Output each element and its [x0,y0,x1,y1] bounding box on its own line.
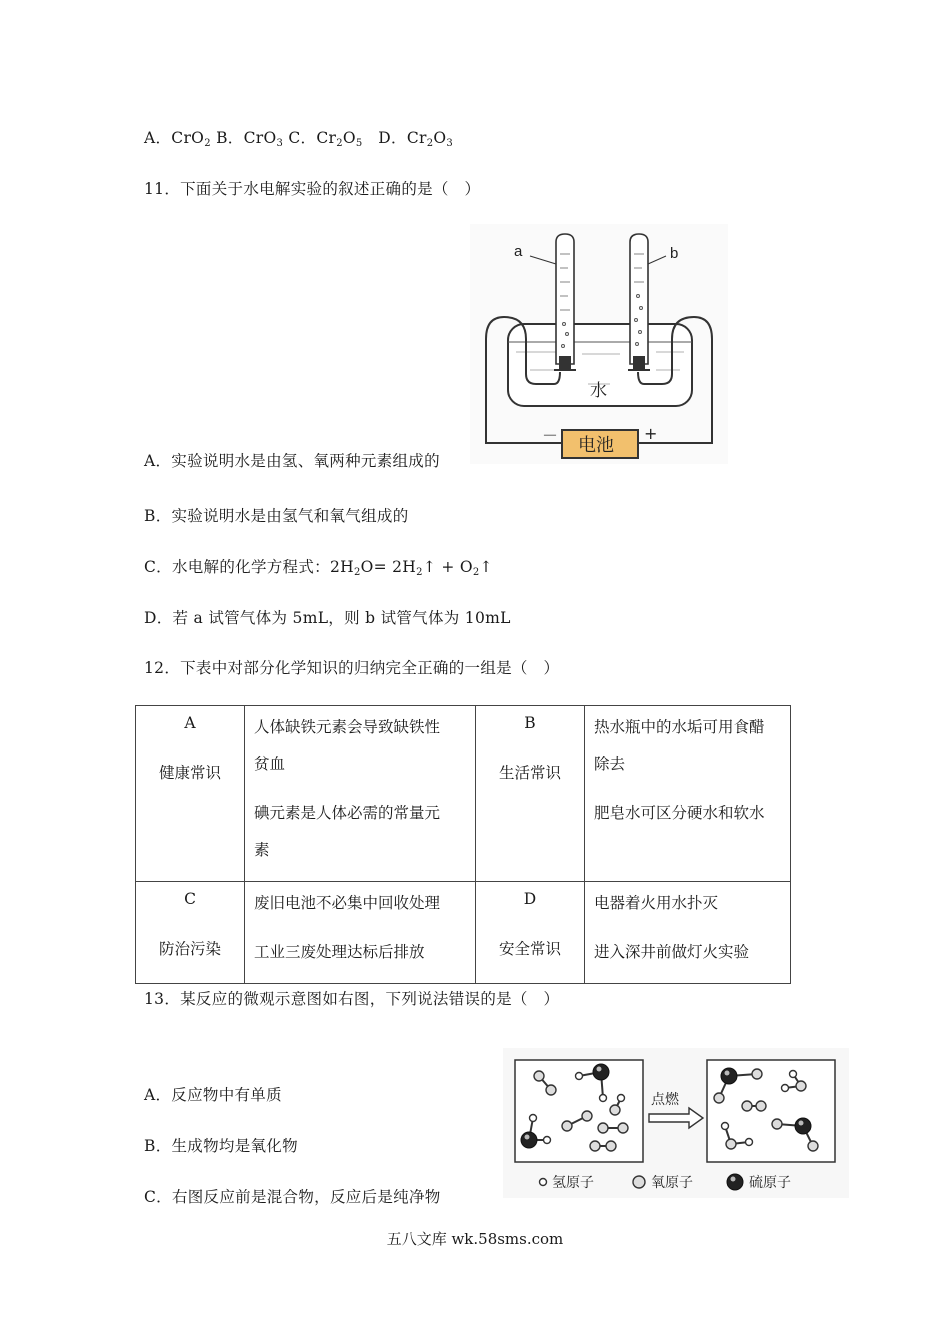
tube-b-label: b [670,245,679,262]
fact-line: 工业三废处理达标后排放 [254,943,425,961]
positive-terminal: + [644,424,658,443]
ignite-label: 点燃 [651,1092,679,1108]
category-letter: D [523,890,537,908]
category-letter: C [184,890,196,908]
fact-line: 素 [254,841,270,859]
sulfur-atom-icon [727,1174,743,1190]
battery-label: 电池 [578,435,614,456]
legend-hydrogen: 氢原子 [552,1175,594,1191]
facts-cell [585,882,791,984]
fact-line: 废旧电池不必集中回收处理 [254,894,441,912]
category-cell [136,882,245,984]
category-name: 健康常识 [158,764,221,782]
fact-line: 电器着火用水扑灭 [594,894,719,912]
q12-stem: 12．下表中对部分化学知识的归纳完全正确的一组是（ ） [144,659,560,677]
q11-stem: 11．下面关于水电解实验的叙述正确的是（ ） [144,180,481,198]
q10-options [144,126,453,149]
electrolysis-figure [470,224,728,464]
facts-cell [245,882,476,984]
fact-line: 贫血 [254,755,286,773]
negative-terminal: － [542,426,559,445]
category-cell [476,706,585,882]
page-footer: 五八文库 wk.58sms.com [386,1230,564,1248]
reaction-figure [503,1048,849,1198]
q11-option-a: A．实验说明水是由氢、氧两种元素组成的 [144,452,440,470]
q10-option-b: B．CrO$_3$ [216,129,284,149]
q13-option-c: C．右图反应前是混合物，反应后是纯净物 [144,1188,441,1206]
category-name: 安全常识 [498,940,561,958]
fact-line: 人体缺铁元素会导致缺铁性 [254,718,441,736]
q13-stem: 13．某反应的微观示意图如右图，下列说法错误的是（ ） [144,990,560,1008]
fact-line: 碘元素是人体必需的常量元 [254,804,441,822]
legend-sulfur: 硫原子 [749,1175,791,1191]
tube-a-label: a [514,243,523,260]
knowledge-table [135,705,791,984]
q11-option-b: B．实验说明水是由氢气和氧气组成的 [144,507,409,525]
oxygen-atom-icon [633,1176,645,1188]
q13-option-b: B．生成物均是氧化物 [144,1137,298,1155]
fact-line: 除去 [594,755,626,773]
category-letter: A [184,714,196,732]
q13-option-a: A．反应物中有单质 [144,1086,282,1104]
q11-option-d: D．若 a 试管气体为 5mL，则 b 试管气体为 10mL [144,609,511,627]
table-row [136,706,791,882]
category-cell [476,882,585,984]
legend-oxygen: 氧原子 [651,1175,693,1191]
hydrogen-atom-icon [540,1179,547,1186]
q10-option-a: A．CrO$_2$ [144,129,211,149]
facts-cell [585,706,791,882]
q10-option-d: D．$Cr_2O_3$ [378,129,454,149]
fact-line: 进入深井前做灯火实验 [594,943,750,961]
facts-cell [245,706,476,882]
table-row [136,882,791,984]
electrolysis-diagram [470,224,728,464]
category-name: 生活常识 [498,764,561,782]
q11-option-c: C．水电解的化学方程式：$2H_2O=$ $2H_2↑$ + $O_2↑$ [144,558,493,578]
reaction-diagram [503,1048,849,1198]
q10-option-c: C．$Cr_2O_5$ [288,129,363,149]
category-name: 防治污染 [158,940,221,958]
category-letter: B [524,714,536,732]
water-label: 水 [590,381,607,401]
fact-line: 热水瓶中的水垢可用食醋 [594,718,765,736]
category-cell [136,706,245,882]
fact-line: 肥皂水可区分硬水和软水 [594,804,765,822]
